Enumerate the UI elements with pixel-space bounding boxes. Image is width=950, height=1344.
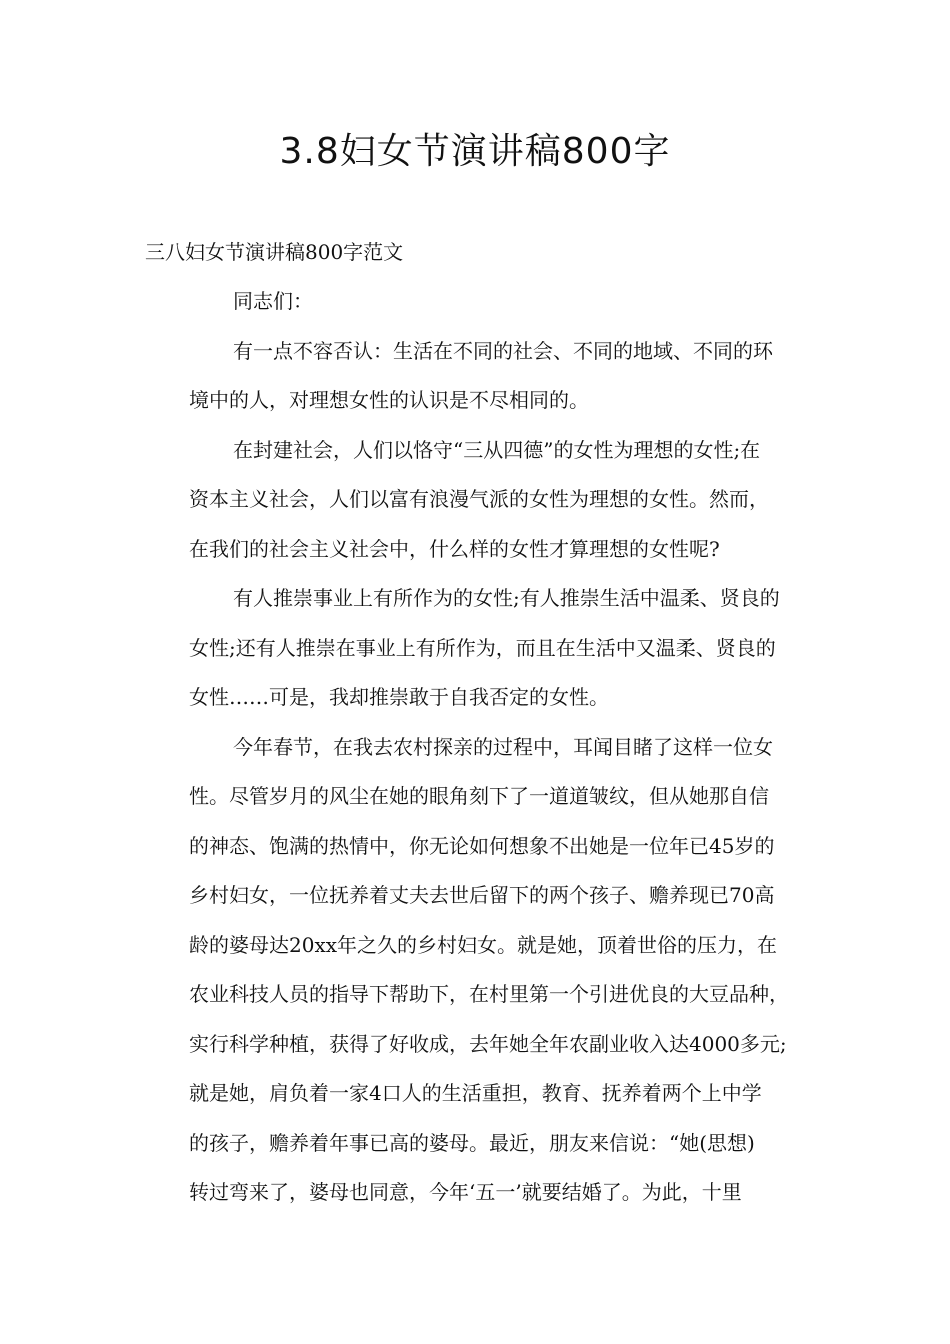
text-line: 的孩子，赡养着年事已高的婆母。最近，朋友来信说：“她(思想) — [189, 1130, 755, 1155]
text-line: 资本主义社会，人们以富有浪漫气派的女性为理想的女性。然而， — [189, 487, 769, 511]
text-line: 同志们： — [233, 289, 313, 313]
paragraph-4 — [145, 723, 810, 1218]
text-line: 在封建社会，人们以恪守“三从四德”的女性为理想的女性;在 — [233, 437, 761, 462]
text-line: 女性;还有人推崇在事业上有所作为，而且在生活中又温柔、贤良的 — [189, 635, 776, 660]
text-line: 在我们的社会主义社会中，什么样的女性才算理想的女性呢? — [189, 536, 720, 561]
text-line: 今年春节，在我去农村探亲的过程中，耳闻目睹了这样一位女 — [233, 734, 773, 759]
paragraph-greeting — [145, 277, 810, 327]
text-line: 的神态、饱满的热情中，你无论如何想象不出她是一位年已45岁的 — [189, 833, 775, 858]
text-line: 农业科技人员的指导下帮助下，在村里第一个引进优良的大豆品种， — [189, 982, 789, 1006]
text-line: 性。尽管岁月的风尘在她的眼角刻下了一道道皱纹，但从她那自信 — [189, 784, 769, 808]
text-line: 龄的婆母达20xx年之久的乡村妇女。就是她，顶着世俗的压力，在 — [189, 932, 778, 957]
text-line: 境中的人，对理想女性的认识是不尽相同的。 — [189, 388, 589, 412]
text-line: 有人推崇事业上有所作为的女性;有人推崇生活中温柔、贤良的 — [233, 586, 780, 610]
paragraph-2 — [145, 426, 810, 575]
text-line: 就是她，肩负着一家4口人的生活重担，教育、抚养着两个上中学 — [189, 1081, 762, 1105]
document-subtitle: 三八妇女节演讲稿800字范文 — [145, 240, 404, 264]
text-line: 女性……可是，我却推崇敢于自我否定的女性。 — [189, 685, 609, 709]
document-title: 3.8妇女节演讲稿800字 — [279, 131, 671, 172]
document-body — [145, 227, 810, 1218]
paragraph-3 — [145, 574, 810, 723]
text-line: 乡村妇女，一位抚养着丈夫去世后留下的两个孩子、赡养现已70高 — [189, 883, 775, 907]
text-line: 转过弯来了，婆母也同意，今年‘五一’就要结婚了。为此，十里 — [189, 1180, 742, 1204]
paragraph-1 — [145, 327, 810, 426]
text-line: 有一点不容否认：生活在不同的社会、不同的地域、不同的环 — [233, 338, 773, 363]
text-line: 实行科学种植，获得了好收成，去年她全年农副业收入达4000多元; — [189, 1031, 787, 1056]
